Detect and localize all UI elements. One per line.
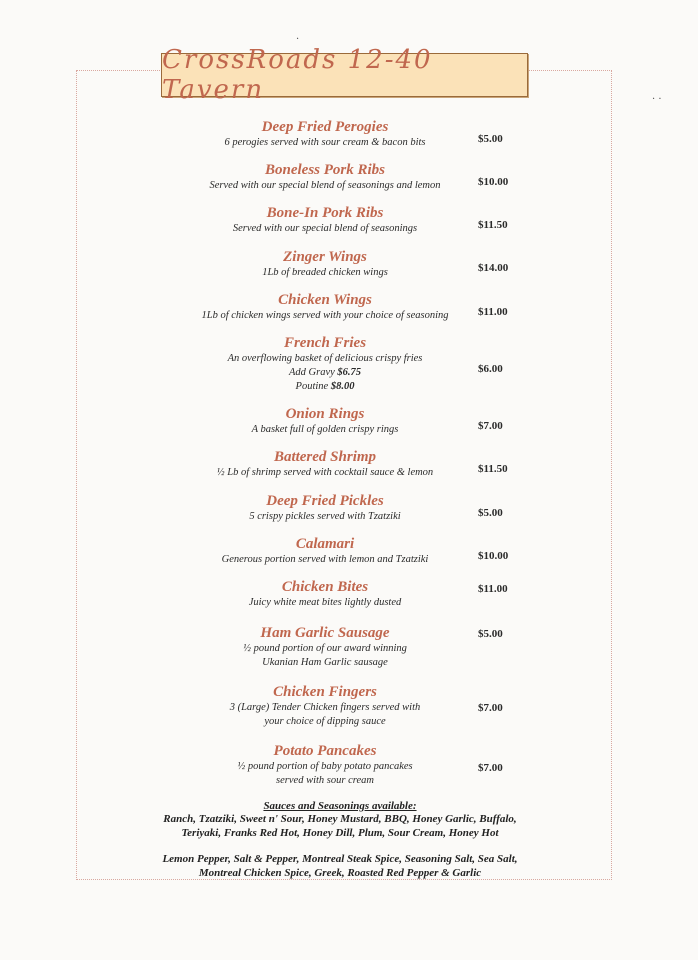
item-description: 1Lb of breaded chicken wings [262,267,388,278]
extra-label: Add Gravy [288,367,335,378]
sauce-line: Ranch, Tzatziki, Sweet n' Sour, Honey Mustard, BBQ, Honey Garlic, Buffalo, [163,813,517,825]
item-name: Zinger Wings [283,249,367,265]
item-name: Chicken Bites [281,579,369,595]
menu-item [140,578,510,610]
item-name: Onion Rings [285,406,365,422]
menu-item [140,118,510,150]
item-name: Bone-In Pork Ribs [266,205,384,221]
item-name: Calamari [295,536,355,552]
item-description: ½ Lb of shrimp served with cocktail sauce & lemon [216,467,434,478]
item-name: French Fries [283,335,367,351]
menu-item [140,742,510,788]
extra-price: $8.00 [330,381,355,392]
item-name: Chicken Wings [278,292,372,308]
item-description: 1Lb of chicken wings served with your choice of seasoning [201,310,449,321]
menu-item [140,334,510,394]
seasoning-line: Montreal Chicken Spice, Greek, Roasted Red Pepper & Garlic [198,867,482,879]
item-price: $14.00 [478,262,509,274]
item-price: $5.00 [478,628,503,640]
item-extra [140,380,510,394]
item-description: Served with our special blend of seasonings [232,223,418,234]
item-extra [140,366,510,380]
item-description: your choice of dipping sauce [264,716,386,727]
menu-item [140,535,510,567]
item-price: $7.00 [478,702,503,714]
item-name: Ham Garlic Sausage [260,625,390,641]
item-price: $11.00 [478,583,508,595]
sauces-heading: Sauces and Seasonings available: [263,800,417,812]
item-description: 5 crispy pickles served with Tzatziki [249,511,401,522]
item-price: $5.00 [478,133,503,145]
item-description: A basket full of golden crispy rings [251,424,399,435]
item-name: Boneless Pork Ribs [264,162,385,178]
menu-item [140,683,510,729]
menu-item [140,405,510,437]
item-price: $10.00 [478,176,509,188]
seasoning-line: Lemon Pepper, Salt & Pepper, Montreal Steak Spice, Seasoning Salt, Sea Salt, [162,853,518,865]
sauces-section [90,800,590,880]
scan-speck: · [296,34,300,45]
menu-item [140,161,510,193]
item-price: $11.00 [478,306,508,318]
item-description: served with sour cream [276,775,374,786]
item-description: 6 perogies served with sour cream & bacon bits [224,137,426,148]
item-name: Deep Fried Perogies [261,119,389,135]
extra-price: $6.75 [337,367,362,378]
item-price: $6.00 [478,363,503,375]
extra-label: Poutine [295,381,329,392]
item-description: ½ pound portion of our award winning [243,643,407,654]
item-description: An overflowing basket of delicious crispy fries [227,353,423,364]
item-name: Battered Shrimp [273,449,377,465]
item-description: Juicy white meat bites lightly dusted [248,597,402,608]
item-price: $5.00 [478,507,503,519]
item-description: Ukanian Ham Garlic sausage [262,657,388,668]
menu-item [140,204,510,236]
menu-item [140,291,510,323]
item-name: Potato Pancakes [273,743,377,759]
title-banner [161,45,528,105]
item-name: Deep Fried Pickles [266,493,384,509]
item-price: $11.50 [478,219,508,231]
item-description: ½ pound portion of baby potato pancakes [237,761,413,772]
item-price: $7.00 [478,762,503,774]
sauce-line: Teriyaki, Franks Red Hot, Honey Dill, Plum, Sour Cream, Honey Hot [181,827,499,839]
item-price: $10.00 [478,550,509,562]
menu-title: CrossRoads 12-40 Tavern [162,45,433,105]
scan-speck: · · [652,94,662,105]
item-description: Generous portion served with lemon and Tzatziki [221,554,429,565]
menu-item [140,624,510,670]
menu-item [140,248,510,280]
menu-item [140,448,510,480]
item-description: Served with our special blend of seasonings and lemon [209,180,441,191]
item-name: Chicken Fingers [273,684,377,700]
item-price: $11.50 [478,463,508,475]
menu-item [140,492,510,524]
item-price: $7.00 [478,420,503,432]
item-description: 3 (Large) Tender Chicken fingers served with [229,702,421,713]
